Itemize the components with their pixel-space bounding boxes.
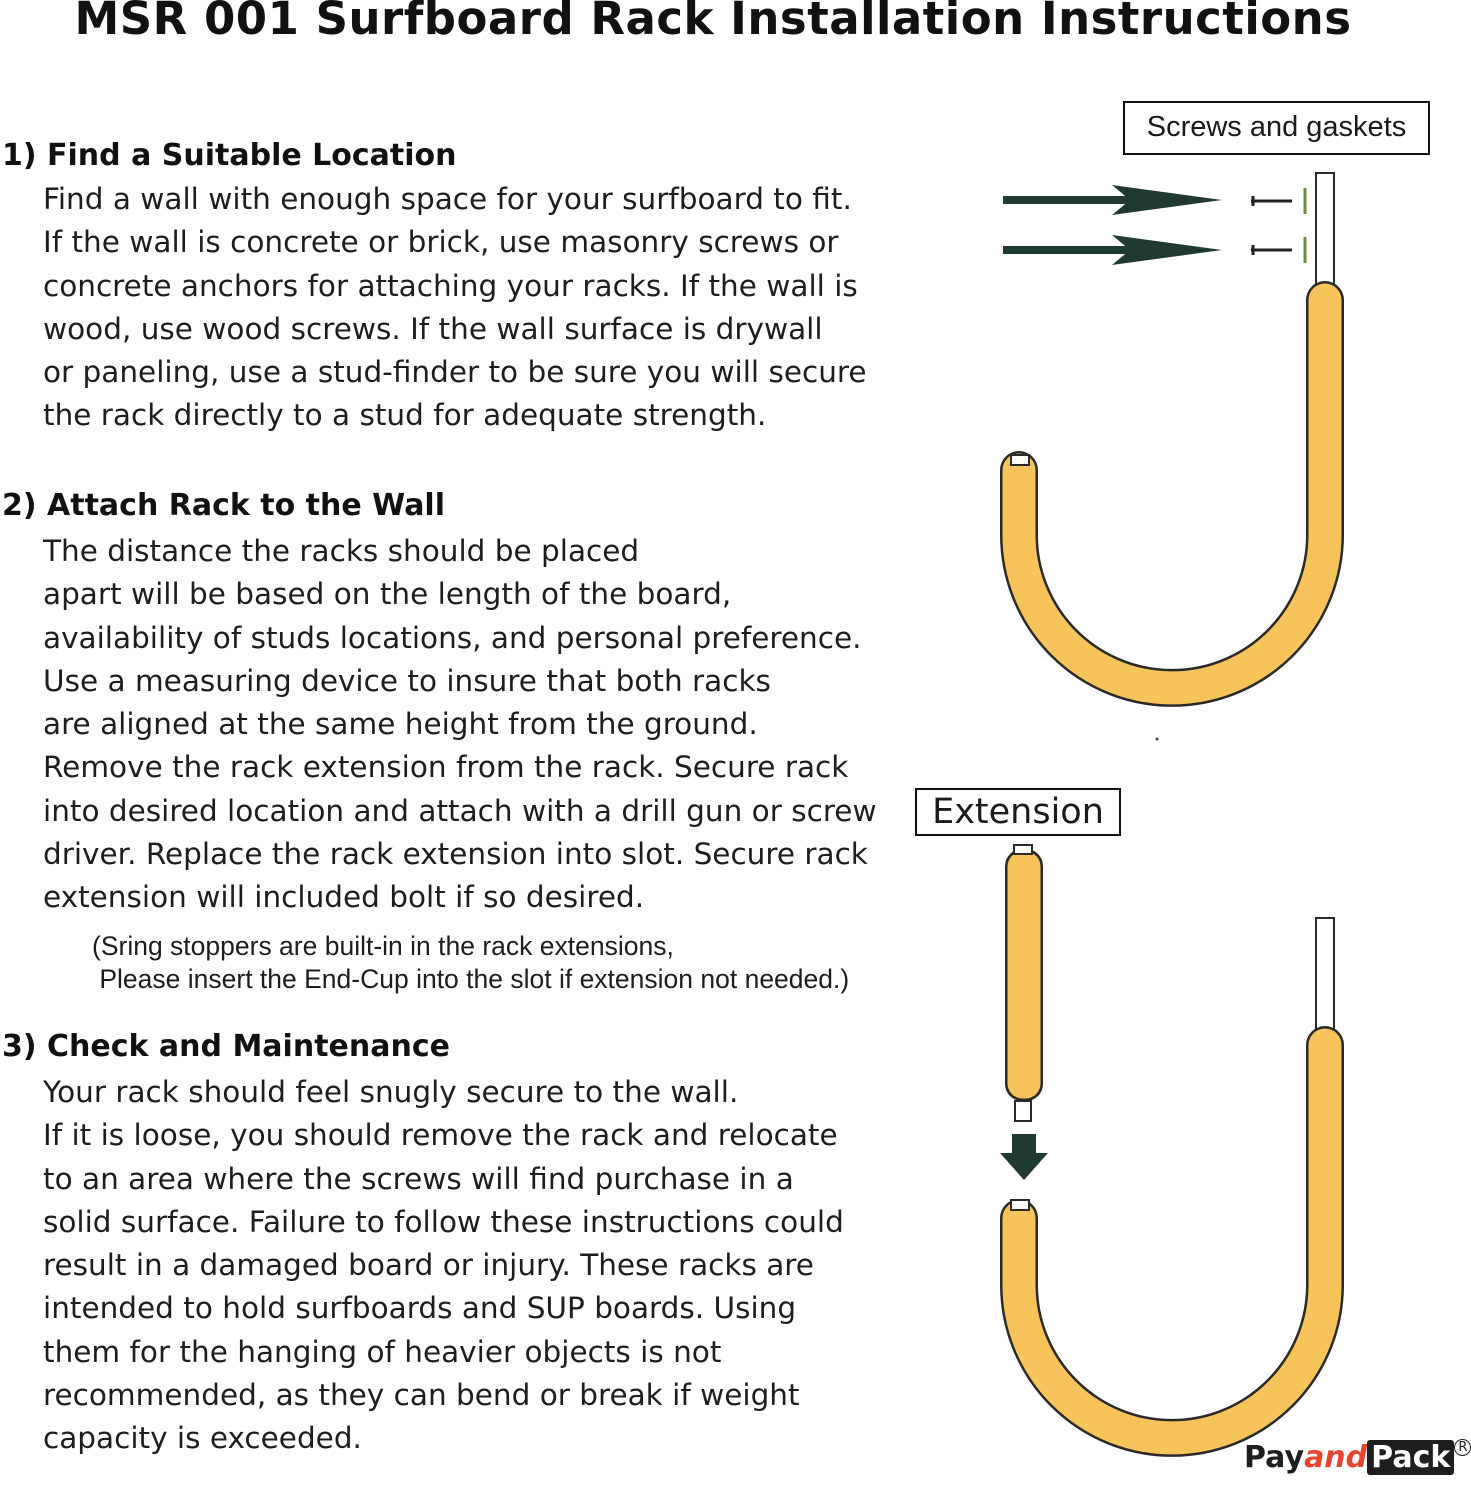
- text-line: them for the hanging of heavier objects is not: [43, 1334, 722, 1369]
- rack-extension: [1005, 845, 1043, 1121]
- brand-logo: [1244, 1440, 1471, 1475]
- text-line: are aligned at the same height from the ground.: [43, 707, 758, 742]
- text-line: to an area where the screws will find purchase in a: [43, 1161, 794, 1196]
- wall-post: [1316, 173, 1334, 288]
- text-line: Remove the rack extension from the rack. Secure rack: [43, 750, 849, 785]
- section-heading: 2) Attach Rack to the Wall: [2, 488, 445, 523]
- text-line: availability of studs locations, and personal preference.: [43, 620, 862, 655]
- text-line: solid surface. Failure to follow these instructions could: [43, 1204, 844, 1239]
- screw-icon: [1251, 237, 1305, 263]
- screws-label: Screws and gaskets: [1123, 101, 1430, 155]
- text-line: apart will be based on the length of the board,: [43, 577, 732, 612]
- page-title: MSR 001 Surfboard Rack Installation Instructions: [74, 0, 1352, 45]
- text-line: into desired location and attach with a drill gun or screw: [43, 793, 877, 828]
- section-heading: 3) Check and Maintenance: [2, 1029, 450, 1064]
- text-line: extension will included bolt if so desired.: [43, 880, 645, 915]
- rack-arm-bottom: [1011, 1045, 1325, 1438]
- text-line: concrete anchors for attaching your racks. If the wall is: [43, 268, 858, 303]
- text-line: wood, use wood screws. If the wall surface is drywall: [43, 311, 823, 346]
- screw-icon: [1251, 188, 1305, 214]
- text-line: Find a wall with enough space for your surfboard to fit.: [43, 182, 852, 216]
- text-line: If the wall is concrete or brick, use masonry screws or: [43, 225, 839, 260]
- text-line: the rack directly to a stud for adequate strength.: [43, 398, 767, 433]
- rack-arm-top: [1011, 300, 1325, 688]
- text-line: Your rack should feel snugly secure to the wall.: [43, 1075, 739, 1109]
- screw-arrow-icon: [1003, 235, 1222, 265]
- note-line: (Sring stoppers are built-in in the rack extensions,: [92, 931, 674, 961]
- text-line: recommended, as they can bend or break if weight: [43, 1378, 800, 1413]
- section-heading: 1) Find a Suitable Location: [2, 138, 457, 173]
- registered-icon: R: [1454, 1439, 1471, 1456]
- note-line: Please insert the End-Cup into the slot if extension not needed.): [92, 964, 850, 994]
- text-line: driver. Replace the rack extension into slot. Secure rack: [43, 837, 868, 872]
- extension-label: Extension: [915, 788, 1121, 836]
- wall-post: [1316, 918, 1334, 1035]
- logo-text: Pay: [1244, 1440, 1305, 1475]
- text-line: intended to hold surfboards and SUP boards. Using: [43, 1291, 797, 1326]
- text-line: result in a damaged board or injury. These racks are: [43, 1248, 814, 1283]
- text-line: Use a measuring device to insure that both racks: [43, 663, 771, 698]
- text-line: If it is loose, you should remove the rack and relocate: [43, 1118, 838, 1153]
- logo-text: Pack: [1367, 1440, 1454, 1475]
- screw-arrow-icon: [1003, 185, 1222, 215]
- down-arrow-icon: [1000, 1134, 1048, 1180]
- text-line: capacity is exceeded.: [43, 1421, 362, 1456]
- text-line: or paneling, use a stud-finder to be sure you will secure: [43, 355, 867, 390]
- text-line: The distance the racks should be placed: [43, 534, 640, 568]
- logo-text: and: [1304, 1440, 1368, 1475]
